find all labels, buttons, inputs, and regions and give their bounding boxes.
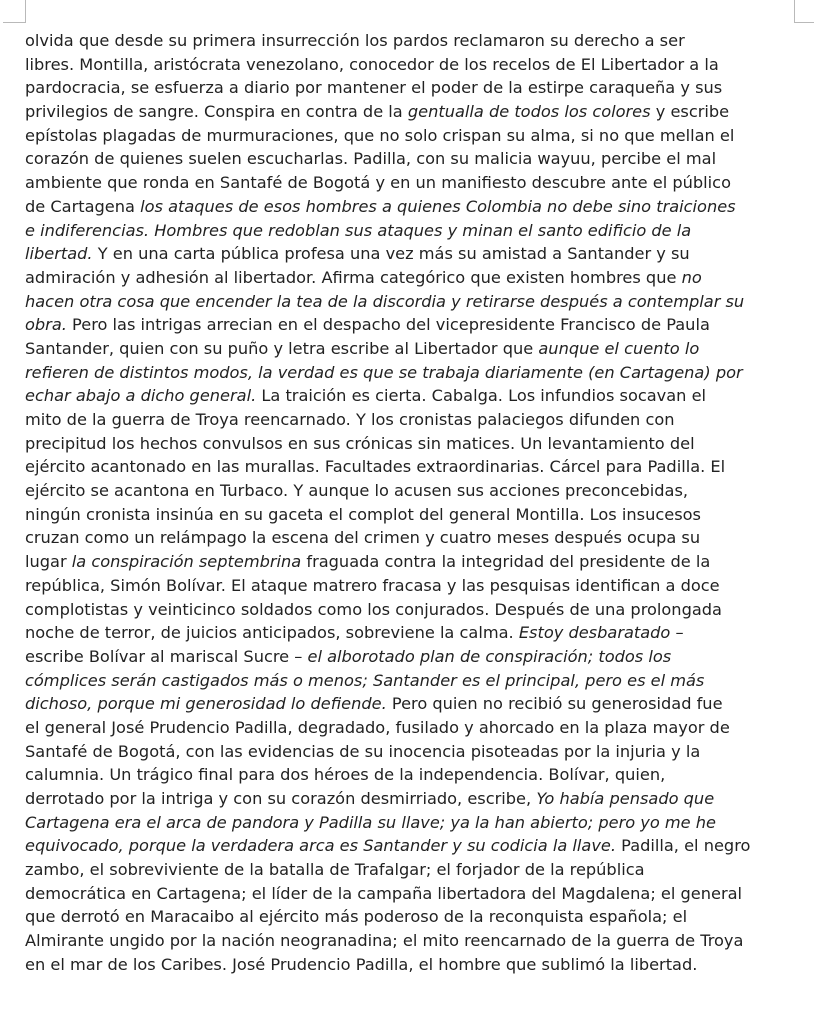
- text-line: [25, 29, 809, 53]
- italic-text-run: echar abajo a dicho general.: [25, 386, 257, 406]
- text-run: el general José Prudencio Padilla, degradado, fusilado y ahorcado en la plaza mayor de: [25, 717, 730, 737]
- text-line: [25, 905, 809, 929]
- text-run: fraguada contra la integridad del presidente de la: [301, 552, 711, 572]
- text-line: [25, 455, 809, 479]
- text-run: en el mar de los Caribes. José Prudencio Padilla, el hombre que sublimó la libertad.: [25, 954, 698, 974]
- text-run: lugar: [25, 552, 72, 572]
- page-corner-mark-left: [3, 0, 26, 23]
- text-line: [25, 53, 809, 77]
- text-line: [25, 100, 809, 124]
- italic-text-run: dichoso, porque mi generosidad lo defiende.: [25, 694, 387, 714]
- text-run: cruzan como un relámpago la escena del crimen y cuatro meses después ocupa su: [25, 528, 701, 548]
- text-run: olvida que desde su primera insurrección los pardos reclamaron su derecho a ser: [25, 31, 685, 50]
- text-run: Padilla, el negro: [616, 836, 751, 856]
- text-run: libres. Montilla, aristócrata venezolano, conocedor de los recelos de El Libertador a la: [25, 54, 719, 74]
- text-line: [25, 645, 809, 669]
- italic-text-run: refieren de distintos modos, la verdad es que se trabaja diariamente (en Cartagena) por: [25, 362, 743, 382]
- italic-text-run: Yo había pensado que: [536, 789, 715, 808]
- text-line: [25, 811, 809, 835]
- page-corner-mark-right: [794, 0, 814, 23]
- text-run: complotistas y veinticinco soldados como los conjurados. Después de una prolongada: [25, 599, 722, 619]
- italic-text-run: el alborotado plan de conspiración; todos los: [307, 646, 672, 666]
- text-run: pardocracia, se esfuerza a diario por mantener el poder de la estirpe caraqueña y sus: [25, 78, 723, 98]
- text-line: [25, 834, 809, 858]
- text-line: [25, 763, 809, 787]
- text-line: [25, 432, 809, 456]
- text-run: zambo, el sobreviviente de la batalla de Trafalgar; el forjador de la república: [25, 860, 645, 880]
- text-line: [25, 242, 809, 266]
- text-line: [25, 171, 809, 195]
- text-line: [25, 858, 809, 882]
- text-run: noche de terror, de juicios anticipados, sobreviene la calma.: [25, 623, 519, 643]
- text-line: [25, 692, 809, 716]
- text-line: [25, 740, 809, 764]
- text-run: democrática en Cartagena; el líder de la campaña libertadora del Magdalena; el general: [25, 883, 743, 903]
- text-run: ningún cronista insinúa en su gaceta el complot del general Montilla. Los insucesos: [25, 504, 701, 524]
- italic-text-run: gentualla de todos los colores: [407, 102, 651, 122]
- italic-text-run: no: [681, 267, 702, 287]
- text-line: [25, 503, 809, 527]
- text-run: de Cartagena: [25, 196, 141, 216]
- italic-text-run: aunque el cuento lo: [538, 338, 700, 358]
- text-line: [25, 479, 809, 503]
- text-line: [25, 219, 809, 243]
- italic-text-run: los ataques de esos hombres a quienes Colombia no debe sino traiciones: [140, 196, 736, 216]
- text-run: corazón de quienes suelen escucharlas. Padilla, con su malicia wayuu, percibe el mal: [25, 149, 717, 169]
- italic-text-run: la conspiración septembrina: [71, 552, 302, 572]
- italic-text-run: obra.: [25, 315, 67, 335]
- text-run: Santafé de Bogotá, con las evidencias de su inocencia pisoteadas por la injuria y la: [25, 741, 701, 761]
- text-run: Pero quien no recibió su generosidad fue: [386, 694, 723, 714]
- text-run: derrotado por la intriga y con su corazón desmirriado, escribe,: [25, 789, 537, 808]
- text-line: [25, 669, 809, 693]
- text-run: Pero las intrigas arrecian en el despacho del vicepresidente Francisco de Paula: [66, 315, 710, 335]
- text-run: ejército se acantona en Turbaco. Y aunque lo acusen sus acciones preconcebidas,: [25, 481, 689, 501]
- italic-text-run: e indiferencias. Hombres que redoblan sus ataques y minan el santo edificio de la: [25, 220, 692, 240]
- italic-text-run: hacen otra cosa que encender la tea de la discordia y retirarse después a contemplar su: [25, 291, 745, 311]
- text-run: que derrotó en Maracaibo al ejército más poderoso de la reconquista española; el: [25, 907, 688, 927]
- italic-text-run: cómplices serán castigados más o menos; Santander es el principal, pero es el más: [25, 670, 705, 690]
- text-run: Y en una carta pública profesa una vez más su amistad a Santander y su: [92, 244, 690, 264]
- text-line: [25, 526, 809, 550]
- text-line: [25, 266, 809, 290]
- text-run: mito de la guerra de Troya reencarnado. Y los cronistas palaciegos difunden con: [25, 410, 675, 429]
- text-line: [25, 882, 809, 906]
- text-run: Santander, quien con su puño y letra escribe al Libertador que: [25, 338, 539, 358]
- text-run: epístolas plagadas de murmuraciones, que no solo crispan su alma, si no que mellan el: [25, 125, 735, 145]
- text-line: [25, 124, 809, 148]
- body-paragraph: [25, 29, 809, 977]
- text-line: [25, 195, 809, 219]
- text-run: ambiente que ronda en Santafé de Bogotá y en un manifiesto descubre ante el público: [25, 173, 731, 193]
- text-line: [25, 574, 809, 598]
- text-line: [25, 598, 809, 622]
- text-line: [25, 384, 809, 408]
- italic-text-run: equivocado, porque la verdadera arca es Santander y su codicia la llave.: [25, 836, 617, 856]
- text-run: calumnia. Un trágico final para dos héroes de la independencia. Bolívar, quien,: [25, 765, 666, 785]
- italic-text-run: libertad.: [25, 244, 93, 264]
- text-run: escribe Bolívar al mariscal Sucre –: [25, 646, 308, 666]
- text-run: y escribe: [650, 102, 730, 122]
- text-run: privilegios de sangre. Conspira en contra de la: [25, 102, 408, 122]
- text-line: [25, 787, 809, 811]
- text-line: [25, 621, 809, 645]
- text-line: [25, 361, 809, 385]
- text-line: [25, 313, 809, 337]
- text-run: precipitud los hechos convulsos en sus crónicas sin matices. Un levantamiento del: [25, 433, 695, 453]
- text-run: –: [670, 623, 684, 643]
- text-line: [25, 408, 809, 432]
- text-run: Almirante ungido por la nación neogranadina; el mito reencarnado de la guerra de Troya: [25, 931, 744, 951]
- text-line: [25, 147, 809, 171]
- text-line: [25, 290, 809, 314]
- text-line: [25, 929, 809, 953]
- italic-text-run: Estoy desbaratado: [518, 623, 671, 643]
- text-run: república, Simón Bolívar. El ataque matrero fracasa y las pesquisas identifican a doce: [25, 575, 720, 595]
- text-line: [25, 953, 809, 977]
- text-line: [25, 337, 809, 361]
- text-run: La traición es cierta. Cabalga. Los infundios socavan el: [256, 386, 707, 406]
- italic-text-run: Cartagena era el arca de pandora y Padilla su llave; ya la han abierto; pero yo me he: [25, 812, 716, 832]
- text-run: ejército acantonado en las murallas. Facultades extraordinarias. Cárcel para Padilla. El: [25, 457, 726, 477]
- text-line: [25, 550, 809, 574]
- text-line: [25, 76, 809, 100]
- text-line: [25, 716, 809, 740]
- text-run: admiración y adhesión al libertador. Afirma categórico que existen hombres que: [25, 267, 682, 287]
